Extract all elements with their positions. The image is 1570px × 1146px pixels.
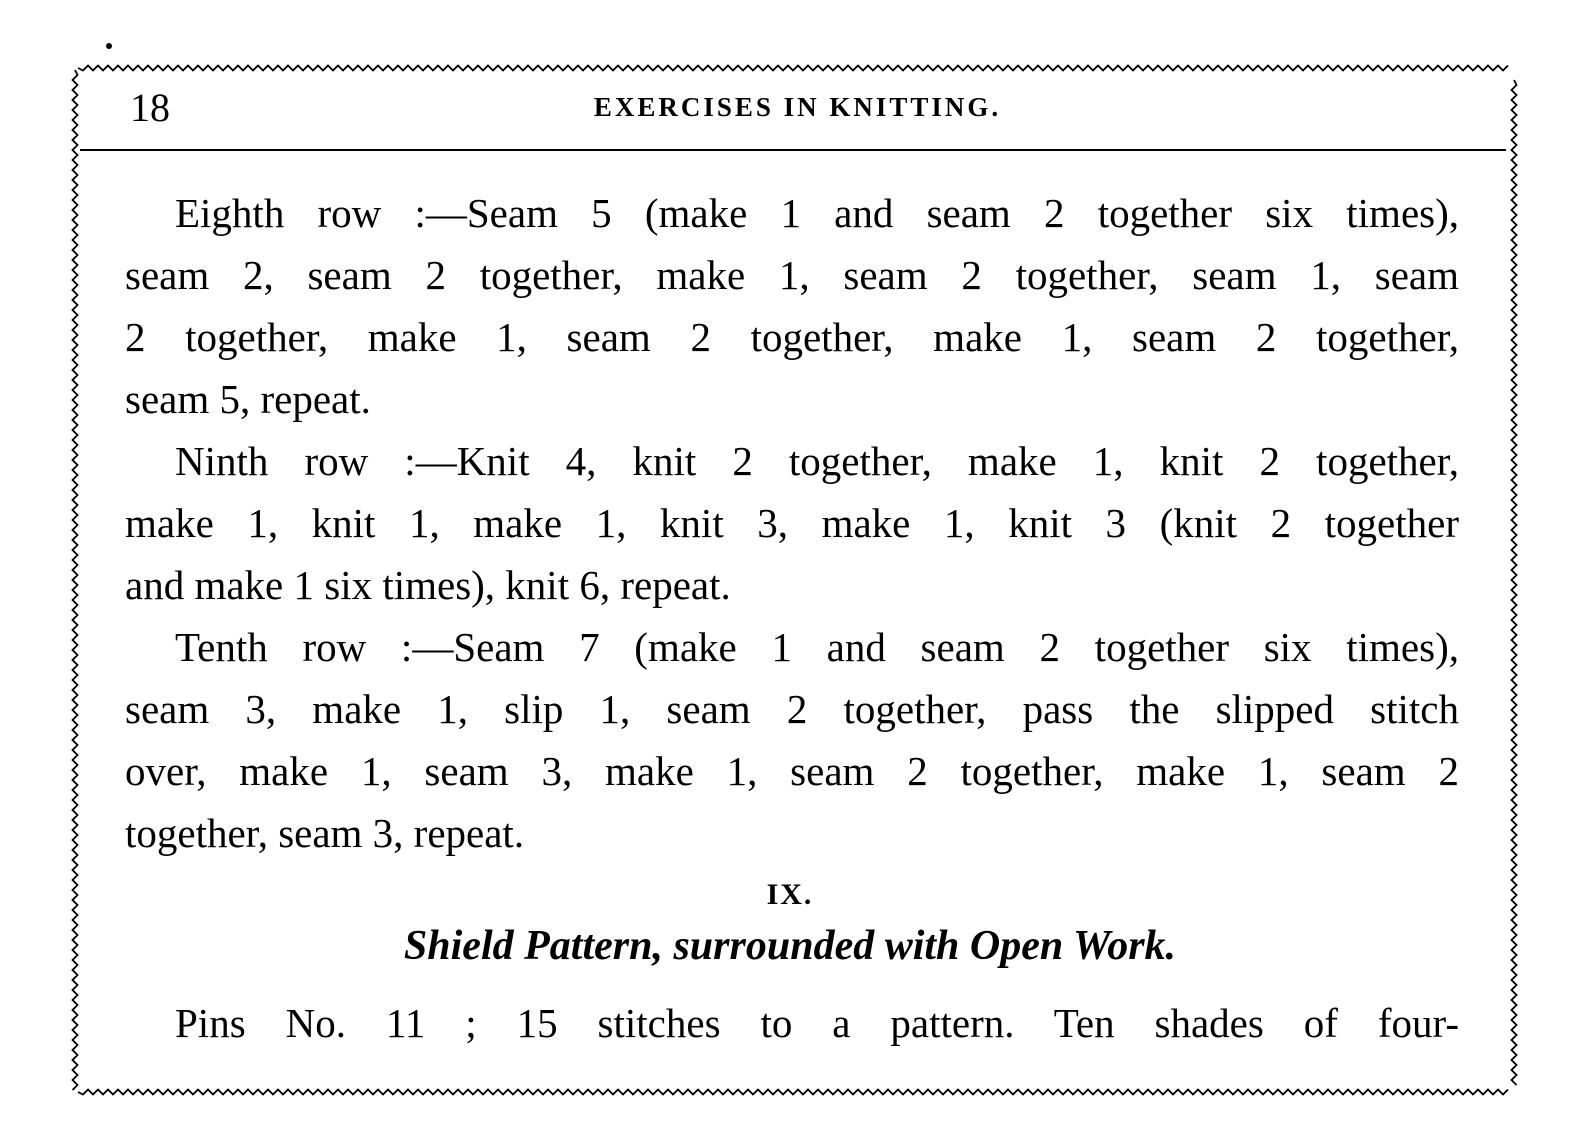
body-text	[125, 182, 1459, 864]
section-title: Shield Pattern, surrounded with Open Work.	[403, 923, 1177, 969]
text-line: seam 2, seam 2 together, make 1, seam 2 together, seam 1, seam	[125, 252, 1459, 298]
section-first-line: Pins No. 11 ; 15 stitches to a pattern. Ten shades of four-	[175, 1000, 1459, 1046]
text-line: over, make 1, seam 3, make 1, seam 2 together, make 1, seam 2	[125, 748, 1459, 794]
header-rule	[80, 149, 1506, 151]
text-line: Eighth row :—Seam 5 (make 1 and seam 2 together six times),	[175, 190, 1459, 236]
border-edge	[78, 1090, 1508, 1095]
section-numeral: IX.	[766, 878, 814, 911]
text-line: seam 3, make 1, slip 1, seam 2 together, pass the slipped stitch	[125, 686, 1459, 732]
text-line: together, seam 3, repeat.	[125, 810, 525, 856]
text-line: make 1, knit 1, make 1, knit 3, make 1, knit 3 (knit 2 together	[125, 500, 1459, 546]
running-title: EXERCISES IN KNITTING.	[593, 92, 1002, 122]
text-line: Ninth row :—Knit 4, knit 2 together, make 1, knit 2 together,	[175, 438, 1459, 484]
print-speck	[106, 43, 112, 49]
border-edge	[78, 66, 1508, 71]
page-number: 18	[130, 85, 170, 130]
text-line: 2 together, make 1, seam 2 together, make 1, seam 2 together,	[125, 314, 1459, 360]
text-line: and make 1 six times), knit 6, repeat.	[125, 562, 731, 608]
text-line: seam 5, repeat.	[125, 376, 371, 422]
text-line: Tenth row :—Seam 7 (make 1 and seam 2 together six times),	[175, 624, 1459, 670]
